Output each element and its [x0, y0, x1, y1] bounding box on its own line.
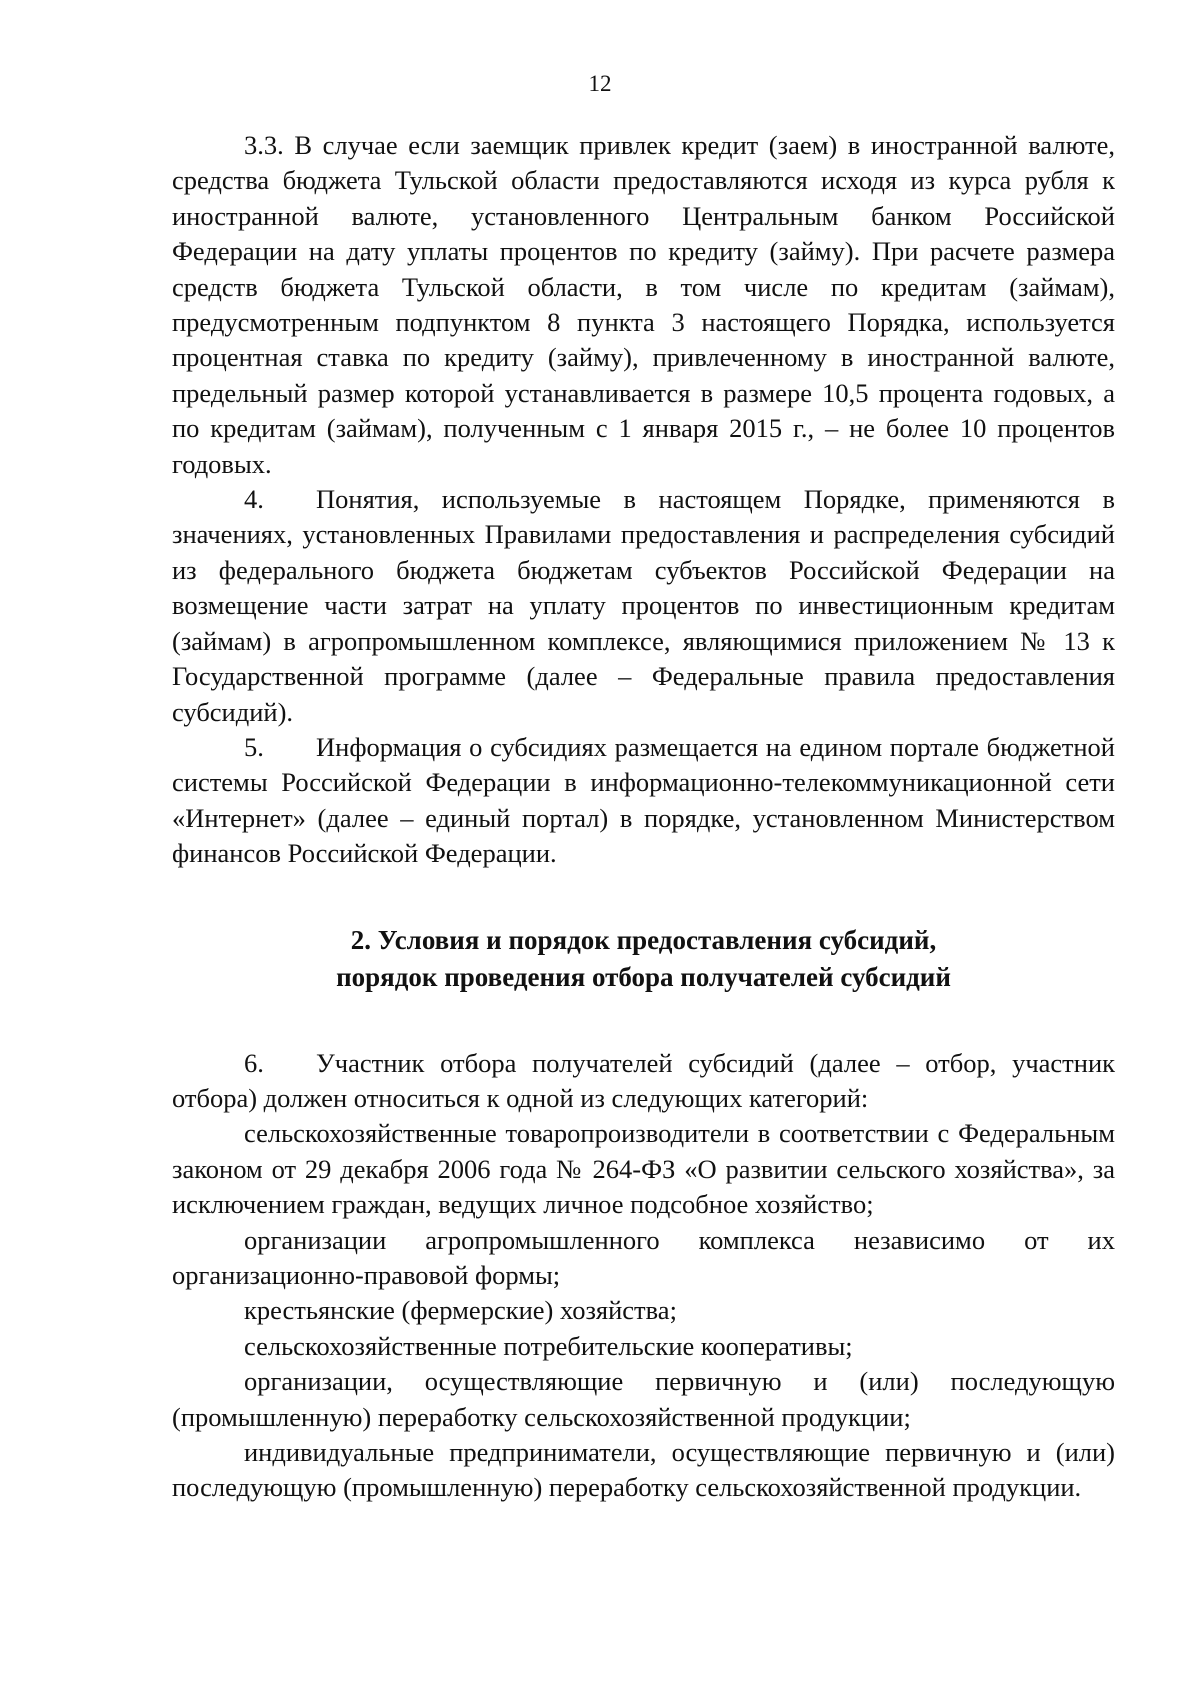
category-item-2: организации агропромышленного комплекса независимо от их организационно-правовой формы; [172, 1224, 1115, 1290]
section-heading-line-1: 2. Условия и порядок предоставления субсидий, [350, 924, 937, 955]
category-item-5: организации, осуществляющие первичную и (или) последующую (промышленную) переработку сельскохозяйственной продукции; [172, 1366, 1115, 1432]
paragraph-3-3: 3.3. В случае если заемщик привлек кредит (заем) в иностранной валюте, средства бюджета Тульской области предоставляются исходя из курса рубля к иностранной валюте, установленного Центральным банком Российской Федерации на дату уплаты процентов по кредиту (займу). При расчете размера средств бюджета Тульской области, в том числе по кредитам (займам), предусмотренным подпунктом 8 пункта 3 настоящего Порядка, используется процентная ставка по кредиту (займу), привлеченному в иностранной валюте, предельный размер которой устанавливается в размере 10,5 процента годовых, а по кредитам (займам), полученным с 1 января 2015 г., – не более 10 процентов годовых. [172, 130, 1115, 479]
category-item-4: сельскохозяйственные потребительские кооперативы; [244, 1330, 853, 1361]
document-body [172, 128, 1115, 1506]
category-item-6: индивидуальные предприниматели, осуществляющие первичную и (или) последующую (промышленную) переработку сельскохозяйственной продукции. [172, 1437, 1115, 1503]
paragraph-6-number: 6. [244, 1047, 264, 1078]
paragraph-4 [172, 482, 1115, 730]
paragraph-6-text: Участник отбора получателей субсидий (далее – отбор, участник отбора) должен относиться к одной из следующих категорий: [172, 1047, 1115, 1113]
category-item-3: крестьянские (фермерские) хозяйства; [244, 1295, 677, 1326]
page-number: 12 [588, 71, 612, 96]
paragraph-4-text: Понятия, используемые в настоящем Порядке, применяются в значениях, установленных Правилами предоставления и распределения субсидий из федерального бюджета бюджетам субъектов Российской Федерации на возмещение части затрат на уплату процентов по инвестиционным кредитам (займам) в агропромышленном комплексе, являющимися приложением № 13 к Государственной программе (далее – Федеральные правила предоставления субсидий). [172, 484, 1115, 727]
paragraph-5 [172, 730, 1115, 872]
category-item-1: сельскохозяйственные товаропроизводители в соответствии с Федеральным законом от 29 декабря 2006 года № 264-ФЗ «О развитии сельского хозяйства», за исключением граждан, ведущих личное подсобное хозяйство; [172, 1118, 1115, 1220]
paragraph-5-number: 5. [244, 731, 264, 762]
section-heading [172, 922, 1115, 996]
paragraph-5-text: Информация о субсидиях размещается на едином портале бюджетной системы Российской Федерации в информационно-телекоммуникационной сети «Интернет» (далее – единый портал) в порядке, установленном Министерством финансов Российской Федерации. [172, 731, 1115, 869]
paragraph-6 [172, 1046, 1115, 1117]
section-heading-line-2: порядок проведения отбора получателей субсидий [336, 961, 951, 992]
paragraph-4-number: 4. [244, 484, 264, 515]
